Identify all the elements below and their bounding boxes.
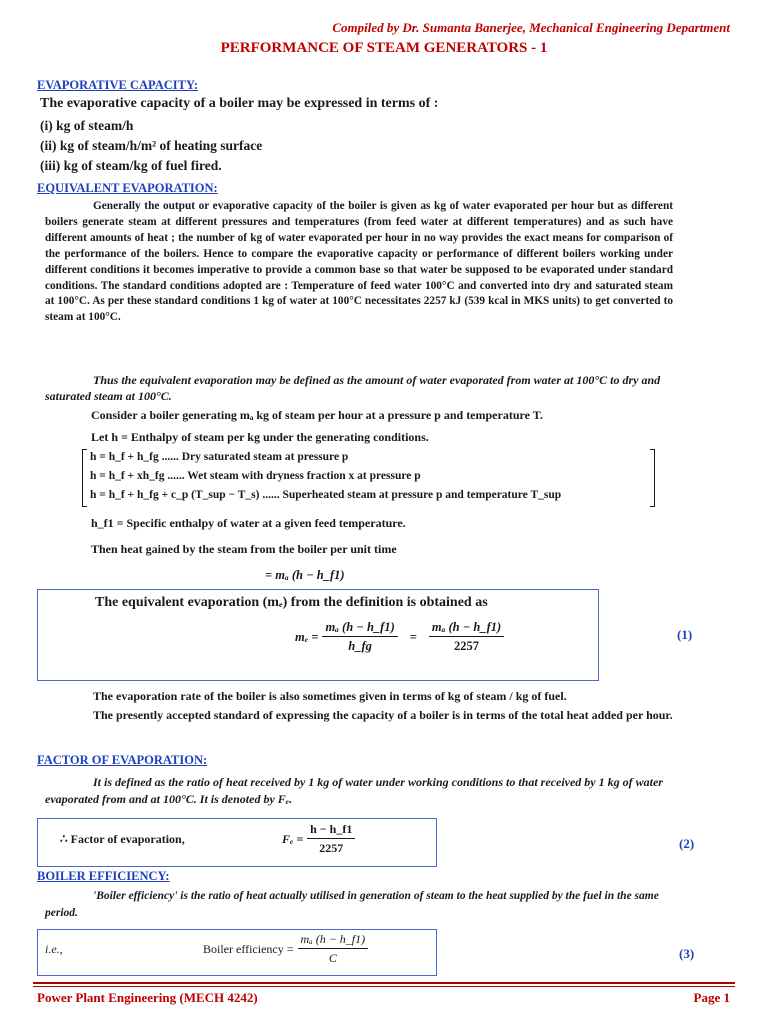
consider-boiler-line: Consider a boiler generating mₐ kg of steam per hour at a pressure p and temperature T.	[91, 408, 543, 422]
eq1-fraction-2	[429, 619, 504, 655]
evaporative-capacity-item: (i) kg of steam/h	[40, 118, 134, 133]
section-heading-evaporative-capacity: EVAPORATIVE CAPACITY:	[37, 78, 199, 92]
eq3-lhs: Boiler efficiency =	[203, 941, 294, 956]
equation-number-2: (2)	[679, 836, 695, 851]
equation-box-1-title: The equivalent evaporation (mₑ) from the definition is obtained as	[95, 595, 488, 610]
boiler-efficiency-equation	[45, 931, 372, 967]
eq3-prefix: i.e.,	[45, 941, 63, 956]
enthalpy-case-wet: h = h_f + xh_fg ...... Wet steam with dryness fraction x at pressure p	[90, 470, 421, 482]
evaporative-capacity-item: (ii) kg of steam/h/m² of heating surface	[40, 138, 263, 153]
equivalent-evaporation-equation	[295, 619, 508, 655]
eq1-equals: =	[409, 629, 417, 644]
section-heading-factor-of-evaporation: FACTOR OF EVAPORATION:	[37, 753, 208, 767]
enthalpy-definition-line: Let h = Enthalpy of steam per kg under the generating conditions.	[91, 430, 429, 444]
equation-number-1: (1)	[677, 627, 693, 642]
eq3-numerator: mₐ (h − h_f1)	[298, 931, 369, 949]
eq3-fraction	[298, 931, 369, 967]
cases-right-bracket	[650, 449, 655, 507]
factor-of-evaporation-paragraph: It is defined as the ratio of heat received by 1 kg of water under working conditions to that received by 1 kg of water evaporated from and at 100°C. It is denoted by Fₑ.	[45, 775, 663, 806]
section-heading-equivalent-evaporation: EQUIVALENT EVAPORATION:	[37, 181, 218, 195]
heat-gained-line: Then heat gained by the steam from the boiler per unit time	[91, 542, 397, 556]
evaporation-rate-paragraph: The evaporation rate of the boiler is also sometimes given in terms of kg of steam / kg of fuel.	[93, 689, 567, 703]
heat-gained-expression: = mₐ (h − h_f1)	[265, 568, 345, 582]
footer-rule-thin	[33, 986, 735, 987]
footer-page-number: Page 1	[693, 990, 730, 1005]
cases-left-bracket	[82, 449, 87, 507]
evaporative-capacity-item: (iii) kg of steam/kg of fuel fired.	[40, 158, 222, 173]
boiler-efficiency-paragraph: 'Boiler efficiency' is the ratio of heat actually utilised in generation of steam to the heat supplied by the fuel in the same period.	[45, 890, 659, 919]
evaporative-capacity-intro: The evaporative capacity of a boiler may be expressed in terms of :	[40, 96, 439, 111]
equivalent-evaporation-paragraph-2: Thus the equivalent evaporation may be defined as the amount of water evaporated from water at 100°C to dry and saturated steam at 100°C.	[45, 373, 661, 403]
accepted-standard-paragraph: The presently accepted standard of expressing the capacity of a boiler is in terms of the total heat added per hour.	[93, 708, 673, 722]
eq1-numerator-1: mₐ (h − h_f1)	[322, 619, 397, 637]
eq1-denominator-2: 2257	[454, 639, 480, 654]
section-heading-boiler-efficiency: BOILER EFFICIENCY:	[37, 869, 170, 883]
compiled-by-line: Compiled by Dr. Sumanta Banerjee, Mechanical Engineering Department	[332, 20, 730, 35]
eq1-denominator-1: h_fg	[348, 639, 372, 654]
enthalpy-case-superheated: h = h_f + h_fg + c_p (T_sup − T_s) ...... Superheated steam at pressure p and temperature T_sup	[90, 489, 562, 501]
footer-rule-thick	[33, 982, 735, 984]
equivalent-evaporation-paragraph-1: Generally the output or evaporative capacity of the boiler is given as kg of water evaporated per hour but as different boilers generate steam at different pressures and temperatures (from feed water at different temperatures) and as such have different amounts of heat ; the number of kg of water evaporated per hour in no way provides the exact means for comparison of the performance of the boilers. Hence to compare the evaporative capacity or performance of different boilers working under different conditions it becomes imperative to provide a common base so that water be supposed to be evaporated under standard conditions. The standard conditions adopted are : Temperature of feed water 100°C and converted into dry and saturated steam at 100°C. As per these standard conditions 1 kg of water at 100°C necessitates 2257 kJ (539 kcal in MKS units) to get converted to steam at 100°C.	[45, 200, 673, 324]
hf1-definition: h_f1 = Specific enthalpy of water at a given feed temperature.	[91, 516, 406, 530]
eq2-numerator: h − h_f1	[307, 821, 355, 839]
eq2-prefix: ∴ Factor of evaporation,	[60, 831, 185, 846]
eq2-fraction	[307, 821, 355, 857]
enthalpy-case-dry: h = h_f + h_fg ...... Dry saturated steam at pressure p	[90, 451, 349, 463]
eq1-fraction-1	[322, 619, 397, 655]
eq1-numerator-2: mₐ (h − h_f1)	[429, 619, 504, 637]
eq2-denominator: 2257	[319, 841, 344, 856]
page-title: PERFORMANCE OF STEAM GENERATORS - 1	[220, 40, 548, 56]
eq2-lhs: Fₑ =	[282, 831, 304, 846]
equation-number-3: (3)	[679, 946, 695, 961]
eq3-denominator: C	[328, 951, 337, 966]
factor-of-evaporation-equation	[60, 821, 359, 857]
footer-course: Power Plant Engineering (MECH 4242)	[37, 990, 258, 1005]
eq1-lhs: mₑ =	[295, 629, 319, 644]
